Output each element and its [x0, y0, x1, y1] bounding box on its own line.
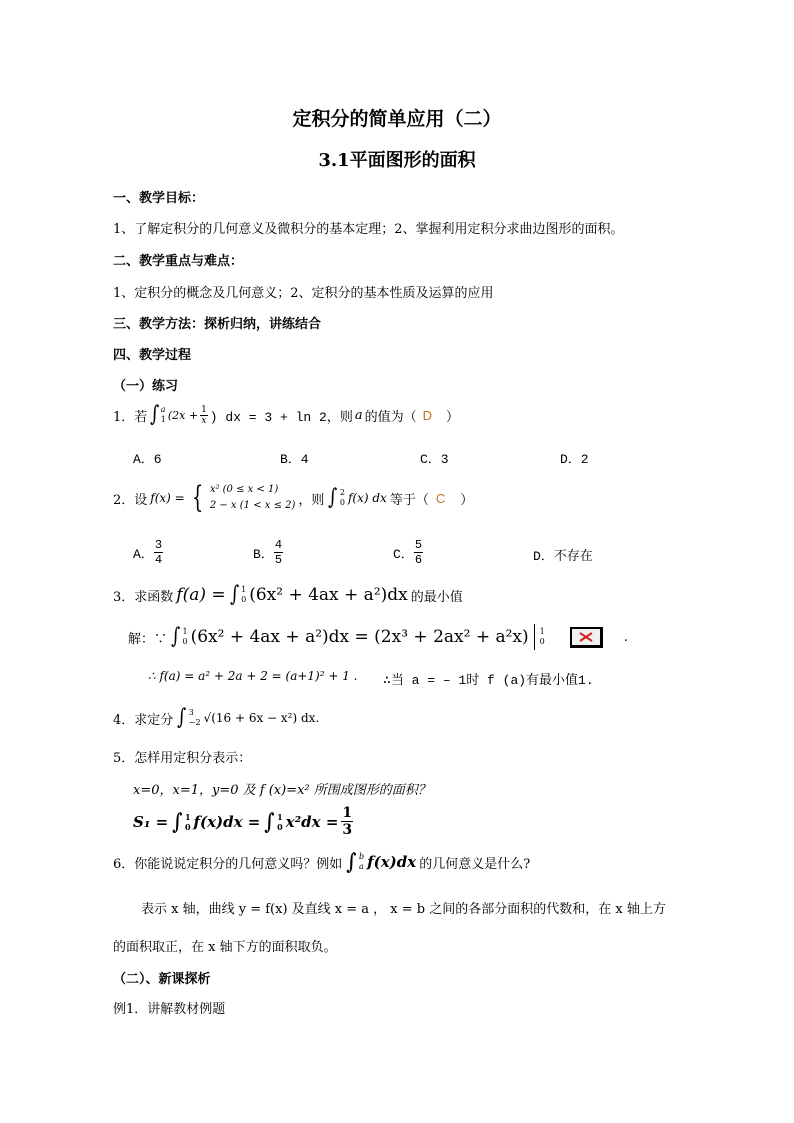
- q2-choice-c: C． $\frac{5}{6}$: [393, 538, 423, 567]
- q1-tail: 的值为（: [364, 409, 417, 425]
- section-process-heading: 四、教学过程: [113, 348, 192, 363]
- integral-icon: ∫: [150, 402, 160, 427]
- q6-expr: f(x)dx: [367, 853, 417, 871]
- integral-icon: ∫: [172, 808, 183, 835]
- q3-line2b: ∴当 a = – 1时 f (a)有最小值1.: [383, 673, 594, 688]
- q5-limits-1: 1 0: [184, 811, 191, 832]
- q3-sol-expr: (6x² + 4ax + a²)dx = (2x³ + 2ax² + a²x): [190, 627, 529, 647]
- q2-limits: 2 0: [339, 488, 345, 507]
- page-title: 定积分的简单应用（二）: [292, 108, 502, 130]
- question-6: [113, 851, 530, 873]
- q1-answer: D: [422, 407, 432, 423]
- q2-mid: ，则: [298, 492, 325, 508]
- section-goals-heading: 一、教学目标：: [113, 191, 205, 206]
- q1-choice-d: D．2: [560, 452, 589, 467]
- q5-fraction: $\frac{1}{3}$: [342, 805, 353, 838]
- q5-expr1: f(x)dx =: [193, 812, 261, 831]
- q1-rest: ) dx = 3 + ln 2，则: [209, 409, 353, 425]
- q4-prefix: 4．求定分: [113, 712, 174, 728]
- q1-integrand: (2x +: [167, 408, 199, 422]
- q1-close: ）: [446, 409, 460, 425]
- q3-prefix: 3．求函数: [113, 589, 174, 605]
- integral-icon: ∫: [171, 624, 181, 649]
- q1-choice-a: A．6: [133, 452, 162, 467]
- q2-choice-b: B． $\frac{4}{5}$: [253, 538, 283, 567]
- subsection-practice: （一）练习: [113, 379, 179, 394]
- q5-formula: [133, 805, 353, 838]
- example-1: 例1．讲解教材例题: [113, 1002, 226, 1017]
- integral-icon: ∫: [229, 582, 239, 607]
- q5-limits-2: 1 0: [277, 811, 283, 832]
- q2-tail: 等于（: [389, 492, 429, 508]
- q1-choice-b: B．4: [280, 452, 309, 467]
- q2-choice-d: D．不存在: [533, 549, 593, 564]
- page-subtitle: 3.1平面图形的面积: [318, 150, 476, 171]
- broken-image-icon: [570, 627, 603, 648]
- question-5: 5．怎样用定积分表示：: [113, 751, 252, 766]
- q6-answer-line-2: 的面积取正，在 x 轴下方的面积取负。: [113, 940, 337, 955]
- q3-eval-limits: 1 0: [539, 627, 545, 646]
- integral-icon: ∫: [328, 485, 338, 510]
- q6-limits: b a: [359, 852, 365, 871]
- q3-dot: .: [623, 629, 628, 645]
- integral-icon: ∫: [177, 705, 187, 730]
- integral-icon: ∫: [346, 849, 357, 875]
- q1-fraction: $\frac{1}{x}$: [201, 404, 207, 426]
- q3-line2a: ∴ f(a) = a² + 2a + 2 = (a+1)² + 1 .: [148, 669, 358, 683]
- q3-expr: (6x² + 4ax + a²)dx: [249, 585, 408, 605]
- q3-limits: 1 0: [241, 585, 247, 604]
- q1-choice-c: C．3: [420, 452, 449, 467]
- q5-expr2: x²dx =: [285, 812, 339, 831]
- integral-icon: ∫: [264, 808, 275, 835]
- section-goals-text: 1、了解定积分的几何意义及微积分的基本定理；2、掌握利用定积分求曲边图形的面积。: [113, 222, 624, 237]
- q3-solution: [128, 624, 628, 650]
- q2-integral: f(x) dx: [347, 491, 387, 505]
- q2-prefix: 2．设: [113, 492, 148, 508]
- subsection-new-lesson: （二）、新课探析: [113, 972, 211, 987]
- q2-answer: C: [435, 490, 446, 506]
- q1-var: a: [354, 407, 363, 423]
- section-method: 三、教学方法：探析归纳，讲练结合: [113, 317, 322, 332]
- question-4: [113, 707, 319, 729]
- q4-limits: 3 −2: [188, 708, 201, 727]
- q1-prefix: 1．若: [113, 409, 148, 425]
- q2-fx: f(x) =: [150, 491, 185, 505]
- q1-limits: a 1: [160, 405, 166, 424]
- q6-prefix: 6．你能说说定积分的几何意义吗？例如: [113, 856, 343, 872]
- q2-cases: x² (0 ≤ x < 1) 2 − x (1 < x ≤ 2): [209, 484, 296, 511]
- section-focus-text: 1、定积分的概念及几何意义；2、定积分的基本性质及运算的应用: [113, 286, 494, 301]
- q4-expr: √(16 + 6x − x²) dx.: [203, 711, 320, 725]
- q3-sol-label: 解：∵: [128, 631, 168, 647]
- q3-tail: 的最小值: [410, 589, 463, 605]
- question-3: [113, 584, 463, 606]
- question-1: [113, 404, 459, 426]
- brace-icon: {: [191, 480, 204, 515]
- q3-fa: f(a) =: [176, 585, 226, 605]
- q5-line: x=0，x=1，y=0 及 f (x)=x² 所围成图形的面积？: [133, 783, 431, 798]
- q6-answer-line-1: 表示 x 轴，曲线 y = f(x) 及直线 x = a ， x = b 之间的各部分面积的代数和，在 x 轴上方: [141, 902, 666, 917]
- q2-choice-a: A． $\frac{3}{4}$: [133, 538, 163, 567]
- q3-sol-limits: 1 0: [182, 627, 188, 646]
- question-2: [113, 482, 473, 514]
- eval-bar: [534, 624, 535, 650]
- section-focus-heading: 二、教学重点与难点：: [113, 254, 244, 269]
- q6-tail: 的几何意义是什么?: [419, 856, 531, 872]
- q5-s1: S₁ =: [133, 812, 169, 831]
- q2-close: ）: [460, 492, 474, 508]
